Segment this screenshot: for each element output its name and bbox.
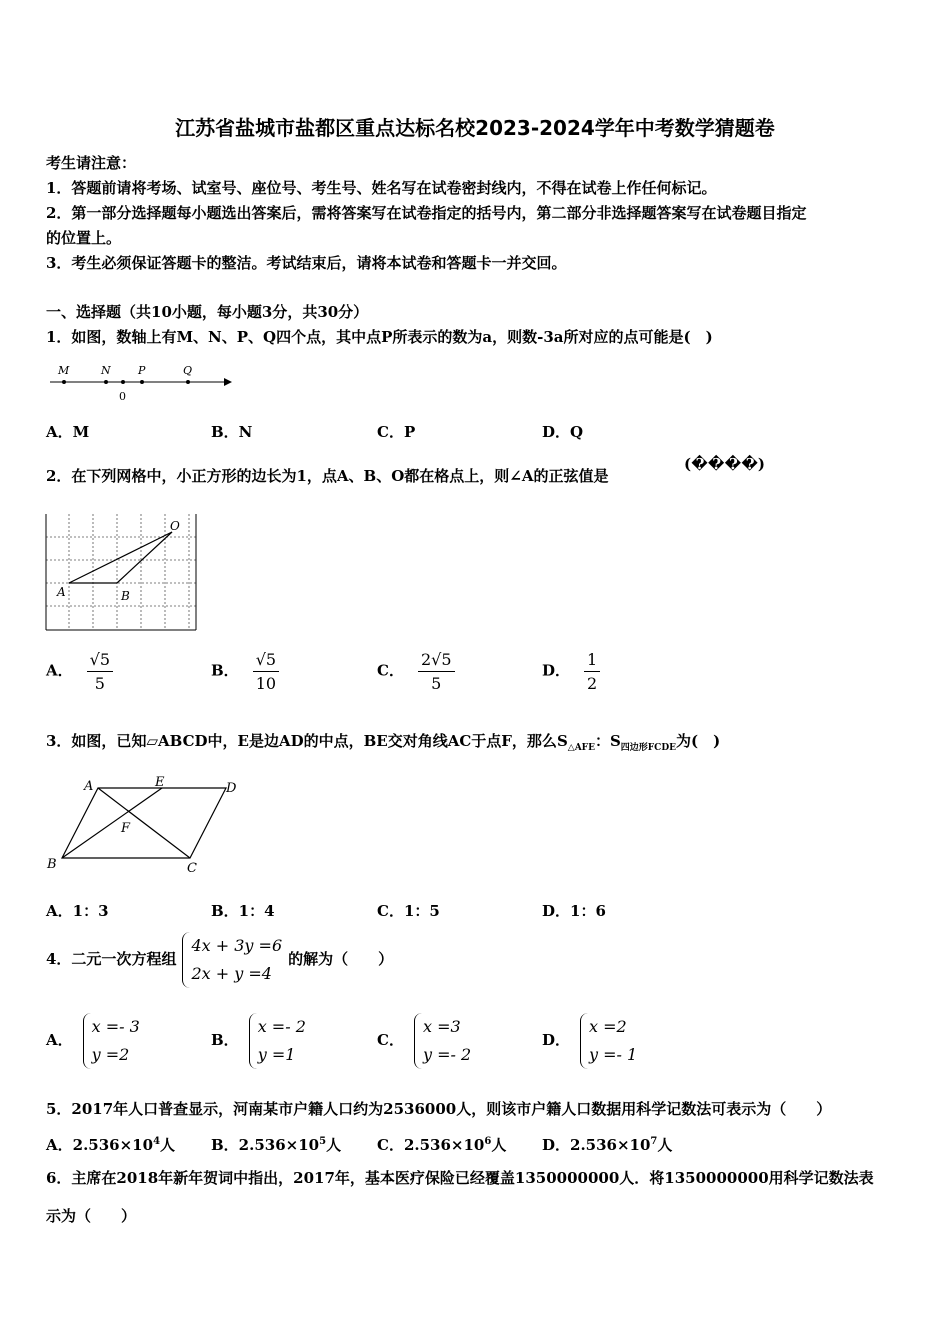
label-o: O [170, 519, 180, 533]
q2-option-b[interactable] [211, 650, 279, 693]
section-heading: 一、选择题（共10小题，每小题3分，共30分） [46, 303, 369, 321]
q3-s2-sub: 四边形FCDE [620, 743, 676, 753]
segment-bo [117, 532, 172, 583]
q6-stem-line1: 6．主席在2018年新年贺词中指出，2017年，基本医疗保险已经覆盖1350000000人．将1350000000用科学记数法表 [46, 1169, 874, 1187]
q4-option-a-line2: y =2 [91, 1045, 130, 1064]
q4-option-d-line1: x =2 [589, 1017, 627, 1036]
q4-option-d[interactable] [542, 1013, 643, 1069]
label-e: E [155, 775, 165, 790]
q2-option-b-num: √5 [253, 650, 279, 672]
q5-option-d-unit: 人 [657, 1136, 673, 1154]
q5-option-a[interactable] [46, 1134, 175, 1155]
q5-option-c-exp: 6 [484, 1136, 492, 1147]
q2-option-b-den: 10 [255, 674, 277, 693]
q2-stem: 2．在下列网格中，小正方形的边长为1，点A、B、O都在格点上，则∠A的正弦值是 [46, 467, 609, 485]
q3-s1-sub: △AFE [567, 743, 595, 753]
q5-option-b-unit: 人 [326, 1136, 342, 1154]
q1-option-a[interactable]: A．M [46, 423, 90, 441]
q4-stem [46, 932, 393, 988]
grid-figure [44, 512, 199, 634]
q3-stem-text: 3．如图，已知▱ABCD中，E是边AD的中点，BE交对角线AC于点F，那么 [46, 732, 557, 750]
notice-heading: 考生请注意： [46, 154, 137, 172]
point-zero [121, 380, 125, 384]
q1-option-d[interactable]: D．Q [542, 423, 584, 441]
q2-option-d-fraction [584, 650, 600, 693]
label-a: A [57, 585, 66, 599]
q4-option-c-system [414, 1013, 477, 1069]
q5-option-c-unit: 人 [491, 1136, 507, 1154]
q6-stem-line2: 示为（ ） [46, 1207, 137, 1225]
label-c: C [187, 861, 197, 876]
q4-option-a-system [83, 1013, 146, 1069]
q2-option-d-den: 2 [587, 674, 598, 693]
notice-item-3: 3．考生必须保证答题卡的整洁。考试结束后，请将本试卷和答题卡一并交回。 [46, 254, 567, 272]
q4-option-c-line1: x =3 [422, 1017, 461, 1036]
label-q: Q [183, 364, 193, 377]
q4-eq1: 4x + 3y =6 [191, 936, 283, 955]
q5-option-d-exp: 7 [650, 1136, 658, 1147]
label-p: P [138, 364, 146, 377]
point-q [186, 380, 190, 384]
q4-option-c-line2: y =- 2 [422, 1045, 472, 1064]
q4-option-b-system [249, 1013, 312, 1069]
q4-option-c[interactable] [377, 1013, 477, 1069]
q3-tail: 为( ) [676, 732, 721, 750]
q2-option-a-den: 5 [94, 674, 105, 693]
q2-option-c[interactable] [377, 650, 455, 693]
segment-ao [69, 532, 172, 583]
q2-option-a-fraction [87, 650, 113, 693]
q5-option-a-base: A．2.536×10 [46, 1136, 154, 1154]
q4-eq2: 2x + y =4 [191, 964, 272, 983]
q5-option-c[interactable] [377, 1134, 506, 1155]
label-b: B [47, 857, 57, 872]
notice-item-2: 2．第一部分选择题每小题选出答案后，需将答案写在试卷指定的括号内，第二部分非选择题答案写在试卷题目指定 [46, 204, 807, 222]
label-n: N [101, 364, 111, 377]
q2-option-c-fraction [418, 650, 455, 693]
label-m: M [58, 364, 70, 377]
q1-option-c[interactable]: C．P [377, 423, 416, 441]
q3-s1: S [556, 732, 568, 750]
label-d: D [226, 781, 237, 796]
q2-option-c-den: 5 [431, 674, 442, 693]
label-f: F [121, 821, 131, 836]
q5-option-b-base: B．2.536×10 [211, 1136, 320, 1154]
point-m [62, 380, 66, 384]
q4-option-d-line2: y =- 1 [589, 1045, 638, 1064]
notice-item-2-cont: 的位置上。 [46, 229, 122, 247]
q1-stem: 1．如图，数轴上有M、N、P、Q四个点，其中点P所表示的数为a，则数-3a所对应的点可能是( ) [46, 328, 713, 346]
q5-option-b-exp: 5 [319, 1136, 327, 1147]
q2-option-b-letter: B． [211, 661, 239, 680]
q2-option-c-num: 2√5 [418, 650, 455, 672]
label-zero: 0 [119, 390, 126, 403]
q2-option-b-fraction [253, 650, 279, 693]
label-b: B [121, 589, 130, 603]
q4-stem-text: 4．二元一次方程组 [46, 950, 177, 968]
q1-option-b[interactable]: B．N [211, 423, 253, 441]
notice-item-1: 1．答题前请将考场、试室号、座位号、考生号、姓名写在试卷密封线内，不得在试卷上作任何标记。 [46, 179, 717, 197]
q3-option-b[interactable]: B．1：4 [211, 902, 275, 920]
q5-option-b[interactable] [211, 1134, 341, 1155]
q2-option-d-num: 1 [584, 650, 600, 672]
q2-option-d[interactable] [542, 650, 600, 693]
q2-option-a-letter: A． [46, 661, 73, 680]
q3-colon: ：S [594, 732, 621, 750]
page-title: 江苏省盐城市盐都区重点达标名校2023-2024学年中考数学猜题卷 [175, 116, 775, 140]
q2-option-a-num: √5 [87, 650, 113, 672]
q4-option-a-line1: x =- 3 [91, 1017, 140, 1036]
q5-option-d-base: D．2.536×10 [542, 1136, 651, 1154]
q4-option-a-letter: A． [46, 1031, 73, 1049]
q4-option-d-letter: D． [542, 1031, 571, 1049]
parallelogram-figure [44, 774, 244, 876]
q4-equation-system [182, 932, 288, 988]
q2-bracket: (����) [684, 455, 765, 473]
q3-option-d[interactable]: D．1：6 [542, 902, 606, 920]
label-a: A [84, 779, 94, 794]
q4-option-b-line2: y =1 [257, 1045, 296, 1064]
q3-option-c[interactable]: C．1：5 [377, 902, 440, 920]
q4-option-b[interactable] [211, 1013, 312, 1069]
q4-option-b-letter: B． [211, 1031, 239, 1049]
q5-option-d[interactable] [542, 1134, 672, 1155]
q4-tail: 的解为（ ） [288, 950, 394, 968]
q5-option-a-exp: 4 [153, 1136, 161, 1147]
q4-option-c-letter: C． [377, 1031, 404, 1049]
q2-option-a[interactable] [46, 650, 113, 693]
point-n [104, 380, 108, 384]
q5-option-c-base: C．2.536×10 [377, 1136, 485, 1154]
q3-stem [46, 732, 720, 757]
q5-stem: 5．2017年人口普查显示，河南某市户籍人口约为2536000人，则该市户籍人口数据用科学记数法可表示为（ ） [46, 1100, 832, 1118]
q2-option-d-letter: D． [542, 661, 571, 680]
q2-option-c-letter: C． [377, 661, 404, 680]
number-line-figure [46, 360, 236, 405]
q3-option-a[interactable]: A．1：3 [46, 902, 109, 920]
q4-option-d-system [580, 1013, 643, 1069]
q5-option-a-unit: 人 [160, 1136, 176, 1154]
point-p [140, 380, 144, 384]
q4-option-b-line1: x =- 2 [257, 1017, 306, 1036]
q4-option-a[interactable] [46, 1013, 146, 1069]
